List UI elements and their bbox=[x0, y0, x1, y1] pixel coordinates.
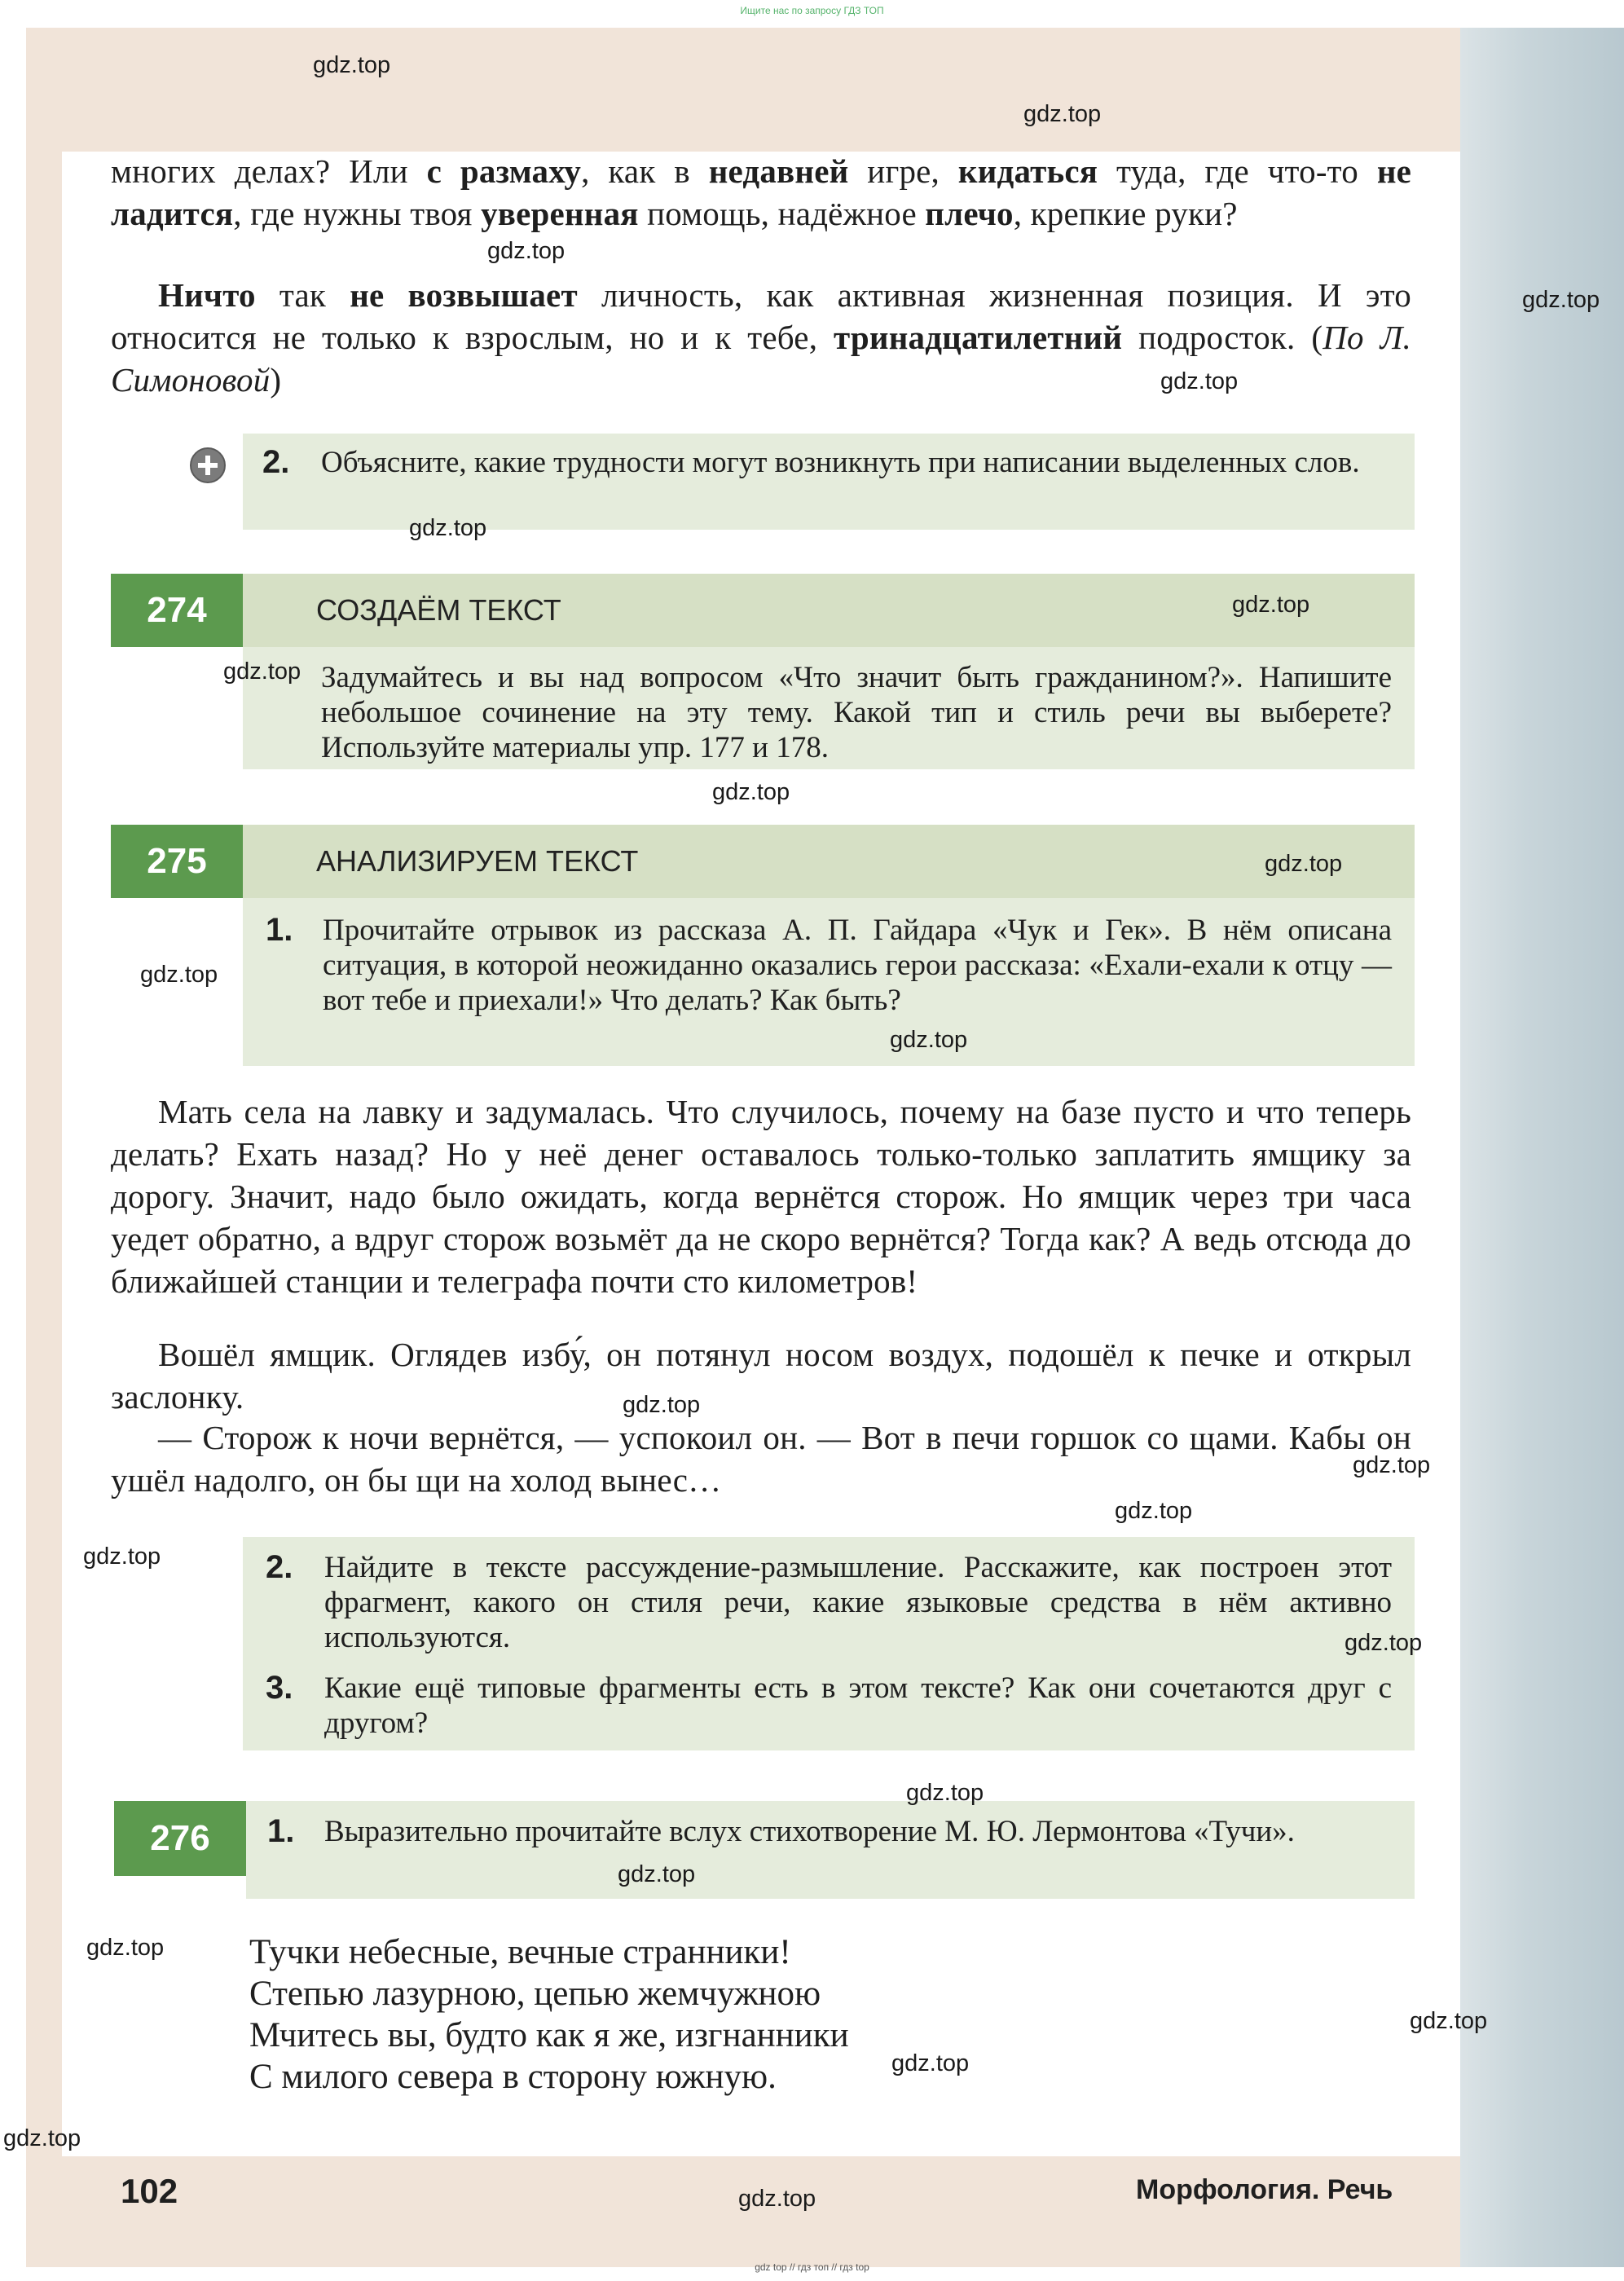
section-title: Морфология. Речь bbox=[1136, 2174, 1393, 2205]
watermark: gdz.top bbox=[223, 658, 301, 685]
exercise-274-task-text: Задумайтесь и вы над вопросом «Что значит быть гражданином?». Напишите небольшое сочинение на эту тему. Какой тип и стиль речи вы выберете? Используйте материалы упр. 177 и 178. bbox=[321, 661, 1392, 764]
text-segment: подросток. ( bbox=[1122, 319, 1323, 356]
watermark: gdz.top bbox=[1522, 287, 1600, 313]
story-paragraph-1: Мать села на лавку и задумалась. Что случилось, почему на базе пусто и что теперь делать? Ехать назад? Но у неё денег оставалось только-только заплатить ямщику за дорогу. Значит, надо было ожидать, когда вернётся сторож. Но ямщик через три часа уедет обратно, а вдруг сторож возьмёт да не скоро вернётся? Тогда как? А ведь отсюда до ближайшей станции и телеграфа почти сто километров! bbox=[111, 1093, 1411, 1300]
watermark: gdz.top bbox=[409, 515, 487, 541]
watermark: gdz.top bbox=[1353, 1452, 1431, 1478]
watermark: gdz.top bbox=[623, 1392, 701, 1418]
watermark: gdz.top bbox=[1410, 2008, 1488, 2034]
task-2-text: Найдите в тексте рассуждение-размышление. Расскажите, как построен этот фрагмент, какого он стиля речи, какие языковые средства в нём активно используются. bbox=[324, 1551, 1392, 1654]
exercise-276-number: 276 bbox=[114, 1801, 246, 1876]
text-segment: тринадцатилетний bbox=[834, 319, 1123, 356]
bottom-banner: gdz top // гдз топ // гдз top bbox=[755, 2261, 869, 2273]
text-segment: не возвышает bbox=[350, 276, 578, 314]
poem-line: Мчитесь вы, будто как я же, изгнанники bbox=[249, 2016, 849, 2054]
text-segment: , крепкие руки? bbox=[1013, 195, 1238, 232]
task-1-text: Прочитайте отрывок из рассказа А. П. Гайдара «Чук и Гек». В нём описана ситуация, в которой неожиданно оказались герои рассказа: «Ехали-ехали к отцу — вот тебе и приехали!» Что делать? Как быть? bbox=[323, 914, 1392, 1017]
task-3-text: Какие ещё типовые фрагменты есть в этом тексте? Как они сочетаются друг с другом? bbox=[324, 1671, 1392, 1740]
watermark: gdz.top bbox=[1115, 1498, 1193, 1524]
watermark: gdz.top bbox=[3, 2125, 81, 2151]
exercise-274-number: 274 bbox=[111, 574, 243, 647]
task-1-text: Выразительно прочитайте вслух стихотворение М. Ю. Лермонтова «Тучи». bbox=[324, 1815, 1295, 1848]
watermark: gdz.top bbox=[1265, 851, 1343, 877]
story-paragraph-3: — Сторож к ночи вернётся, — успокоил он. — Вот в печи горшок со щами. Кабы он ушёл надолго, он бы щи на холод вынес… bbox=[111, 1419, 1411, 1499]
exercise-274-header: СОЗДАЁМ ТЕКСТ bbox=[243, 574, 1415, 647]
watermark: gdz.top bbox=[712, 779, 790, 805]
watermark: gdz.top bbox=[313, 52, 391, 78]
book-spine-edge bbox=[1460, 28, 1624, 2267]
text-segment: туда, где что-то bbox=[1098, 152, 1377, 190]
text-segment: многих делах? Или bbox=[111, 152, 427, 190]
intro-paragraph-1 bbox=[111, 150, 1411, 235]
text-segment: По Л. Симоновой bbox=[111, 319, 1411, 399]
text-segment: кидаться bbox=[957, 152, 1098, 190]
poem-line: С милого севера в сторону южную. bbox=[249, 2058, 777, 2096]
task-1-number: 1. bbox=[267, 1813, 295, 1849]
poem-line: Степью лазурною, цепью жемчужною bbox=[249, 1975, 821, 2013]
task-2-number: 2. bbox=[262, 444, 290, 480]
watermark: gdz.top bbox=[1023, 101, 1102, 127]
watermark: gdz.top bbox=[890, 1027, 968, 1053]
text-segment: с размаху bbox=[426, 152, 582, 190]
text-segment: игре, bbox=[848, 152, 958, 190]
text-segment: , как в bbox=[581, 152, 709, 190]
task-2-number: 2. bbox=[266, 1549, 293, 1585]
watermark: gdz.top bbox=[83, 1543, 161, 1570]
watermark: gdz.top bbox=[618, 1861, 696, 1887]
text-segment: плечо bbox=[925, 195, 1014, 232]
watermark: gdz.top bbox=[1232, 592, 1310, 618]
text-segment: недавней bbox=[708, 152, 849, 190]
watermark: gdz.top bbox=[1345, 1630, 1423, 1656]
watermark: gdz.top bbox=[906, 1780, 984, 1806]
text-segment: помощь, надёжное bbox=[638, 195, 926, 232]
text-segment: , где нужны твоя bbox=[233, 195, 482, 232]
watermark: gdz.top bbox=[891, 2050, 970, 2076]
watermark: gdz.top bbox=[140, 962, 218, 988]
task-2-text: Объясните, какие трудности могут возникнуть при написании выделенных слов. bbox=[321, 446, 1360, 479]
poem bbox=[249, 1931, 849, 2098]
top-banner: Ищите нас по запросу ГДЗ ТОП bbox=[740, 5, 884, 16]
watermark: gdz.top bbox=[86, 1935, 165, 1961]
task-1-number: 1. bbox=[266, 912, 293, 948]
poem-line: Тучки небесные, вечные странники! bbox=[249, 1933, 791, 1971]
text-segment: личность, как активная жизненная позиция. И это относится не только к взрослым, но и к тебе, bbox=[111, 276, 1411, 356]
watermark: gdz.top bbox=[1160, 368, 1239, 394]
watermark: gdz.top bbox=[738, 2186, 816, 2212]
text-segment: ) bbox=[270, 361, 282, 399]
page-number: 102 bbox=[121, 2172, 178, 2210]
exercise-275-number: 275 bbox=[111, 825, 243, 898]
text-segment: не ладится bbox=[111, 152, 1412, 232]
plus-circle-icon bbox=[189, 447, 227, 484]
story-paragraph-2: Вошёл ямщик. Оглядев избу́, он потянул носом воздух, подошёл к печке и открыл заслонку. bbox=[111, 1336, 1411, 1416]
task-3-number: 3. bbox=[266, 1670, 293, 1706]
text-segment: так bbox=[255, 276, 350, 314]
exercise-275-header: АНАЛИЗИРУЕМ ТЕКСТ bbox=[243, 825, 1415, 898]
watermark: gdz.top bbox=[487, 238, 566, 264]
text-segment: уверенная bbox=[481, 195, 639, 232]
text-segment: Ничто bbox=[158, 276, 256, 314]
